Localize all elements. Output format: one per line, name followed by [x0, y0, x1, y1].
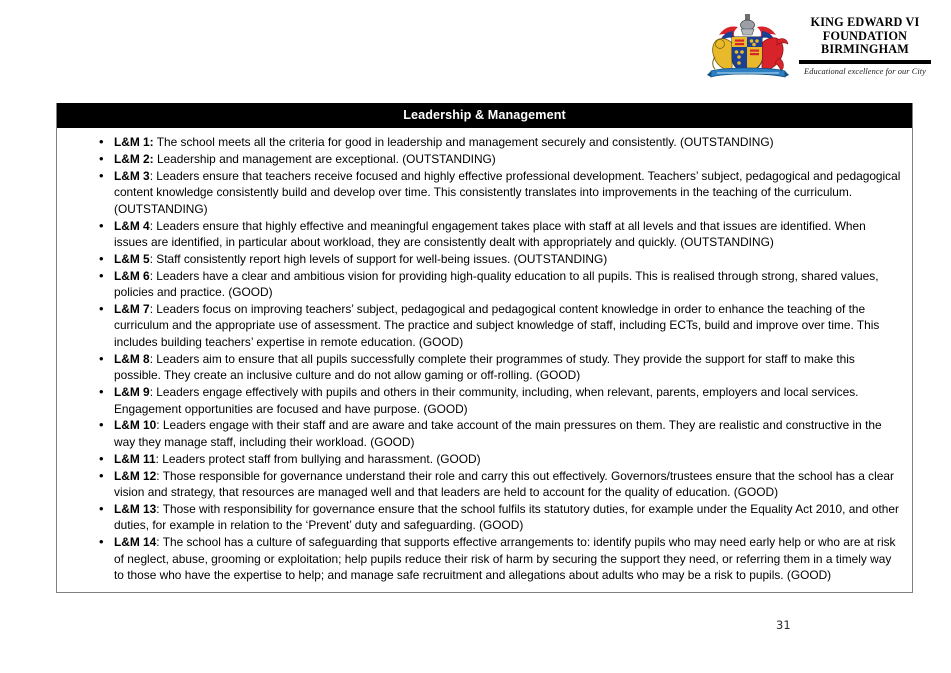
criterion-text: : Leaders focus on improving teachers’ subject, pedagogical and pedagogical content knowledge in order to enhance the teaching of the curriculum and the appropriate use of assessment. The practice and subject knowledge of staff, including ECTs, build and improve over time. This includes building teachers’ expertise in remote education. (GOOD) — [114, 302, 880, 349]
list-item — [67, 134, 902, 150]
list-item — [67, 417, 902, 450]
criterion-text: : Those with responsibility for governance ensure that the school fulfils its statutory duties, for example under the Equality Act 2010, and other duties, for example in relation to the ‘Prevent’ duty and safeguarding. (GOOD) — [114, 501, 899, 533]
criterion-ref: L&M 7 — [114, 302, 150, 317]
coat-of-arms-icon — [705, 13, 791, 83]
bullet-icon: • — [99, 167, 104, 183]
logo-divider-rule — [799, 60, 931, 64]
list-item — [67, 468, 902, 501]
criterion-text: : The school has a culture of safeguarding that supports effective arrangements to: identify pupils who may need early help or who are at risk of neglect, abuse, grooming or exploitation; help pupils reduce their risk of harm by securing the support they need, or referring them in a timely way to those who have the expertise to help; and manage safe recruitment and allegations about adults who may be a risk to pupils. (GOOD) — [114, 535, 896, 583]
list-item — [67, 351, 902, 384]
criterion-ref: L&M 10 — [114, 418, 157, 433]
criteria-list — [67, 134, 902, 583]
criteria-body — [57, 128, 912, 592]
criterion-text: : Those responsible for governance understand their role and carry this out effectively. Governors/trustees ensure that the school has a clear vision and strategy, that resources are managed well and that leaders are held to account for the quality of education. (GOOD) — [114, 468, 894, 500]
bullet-icon: • — [99, 250, 104, 266]
criterion-ref: L&M 2: — [114, 151, 154, 166]
list-item — [67, 218, 902, 251]
list-item — [67, 268, 902, 301]
criterion-ref: L&M 1: — [114, 135, 154, 149]
list-item — [67, 534, 902, 583]
bullet-icon: • — [99, 534, 104, 550]
bullet-icon: • — [99, 150, 104, 166]
leadership-management-table — [56, 103, 913, 593]
organisation-logo — [705, 13, 935, 91]
bullet-icon: • — [99, 384, 104, 400]
list-item — [67, 501, 902, 534]
list-item — [67, 301, 902, 350]
criterion-ref: L&M 11 — [114, 451, 156, 466]
criterion-text: : Leaders protect staff from bullying and harassment. (GOOD) — [155, 451, 481, 466]
criterion-ref: L&M 4 — [114, 218, 150, 233]
criterion-ref: L&M 3 — [114, 168, 150, 183]
bullet-icon: • — [99, 350, 104, 366]
criterion-text: The school meets all the criteria for good in leadership and management securely and consistently. (OUTSTANDING) — [153, 135, 774, 149]
bullet-icon: • — [99, 267, 104, 283]
bullet-icon: • — [99, 467, 104, 483]
logo-title-line-1: KING EDWARD VI — [810, 15, 920, 29]
logo-title-line-3: BIRMINGHAM — [821, 42, 909, 57]
list-item — [67, 168, 902, 217]
criterion-text: : Leaders have a clear and ambitious vision for providing high-quality education to all pupils. This is realised through strong, shared values, policies and practice. (GOOD) — [114, 268, 879, 300]
criterion-text: Leadership and management are exceptional. (OUTSTANDING) — [153, 151, 496, 166]
bullet-icon: • — [99, 217, 104, 233]
logo-title-line-2: FOUNDATION — [822, 28, 908, 43]
criterion-text: : Staff consistently report high levels of support for well-being issues. (OUTSTANDING) — [149, 251, 608, 266]
criterion-text: : Leaders ensure that teachers receive focused and highly effective professional development. Teachers’ subject, pedagogical and pedagogical content knowledge consistently build and develop over time. This consistently translates into improvements in the teaching of the curriculum. (OUTSTANDING) — [114, 168, 901, 216]
bullet-icon: • — [99, 301, 104, 317]
list-item — [67, 251, 902, 267]
criterion-ref: L&M 5 — [114, 251, 150, 266]
page-number: 31 — [776, 618, 791, 632]
criterion-ref: L&M 6 — [114, 268, 150, 283]
criterion-text: : Leaders engage with their staff and are aware and take account of the main pressures on them. They are realistic and constructive in the way they manage staff, including their workload. (GOOD) — [114, 418, 882, 449]
bullet-icon: • — [99, 134, 104, 149]
bullet-icon: • — [99, 500, 104, 516]
table-header-title: Leadership & Management — [57, 103, 912, 128]
bullet-icon: • — [99, 450, 104, 466]
list-item — [67, 451, 902, 467]
criterion-ref: L&M 8 — [114, 351, 150, 366]
logo-tagline: Educational excellence for our City — [804, 66, 926, 76]
criterion-ref: L&M 12 — [114, 468, 157, 483]
criterion-ref: L&M 14 — [114, 535, 157, 550]
list-item — [67, 384, 902, 417]
logo-wordmark — [799, 13, 931, 77]
criterion-text: : Leaders ensure that highly effective and meaningful engagement takes place with staff at all levels and that issues are identified. When issues are identified, in particular about workload, they are consistently dealt with appropriately and quickly. (OUTSTANDING) — [114, 218, 866, 249]
criterion-ref: L&M 9 — [114, 385, 150, 400]
criterion-ref: L&M 13 — [114, 501, 157, 516]
criterion-text: : Leaders engage effectively with pupils and others in their community, including, when relevant, parents, employers and local services. Engagement opportunities are focused and have purpose. (GOOD) — [114, 385, 859, 416]
list-item — [67, 151, 902, 167]
criterion-text: : Leaders aim to ensure that all pupils successfully complete their programmes of study. They provide the support for staff to make this possible. They create an inclusive culture and do not allow gaming or off-rolling. (GOOD) — [114, 351, 855, 383]
bullet-icon: • — [99, 417, 104, 433]
